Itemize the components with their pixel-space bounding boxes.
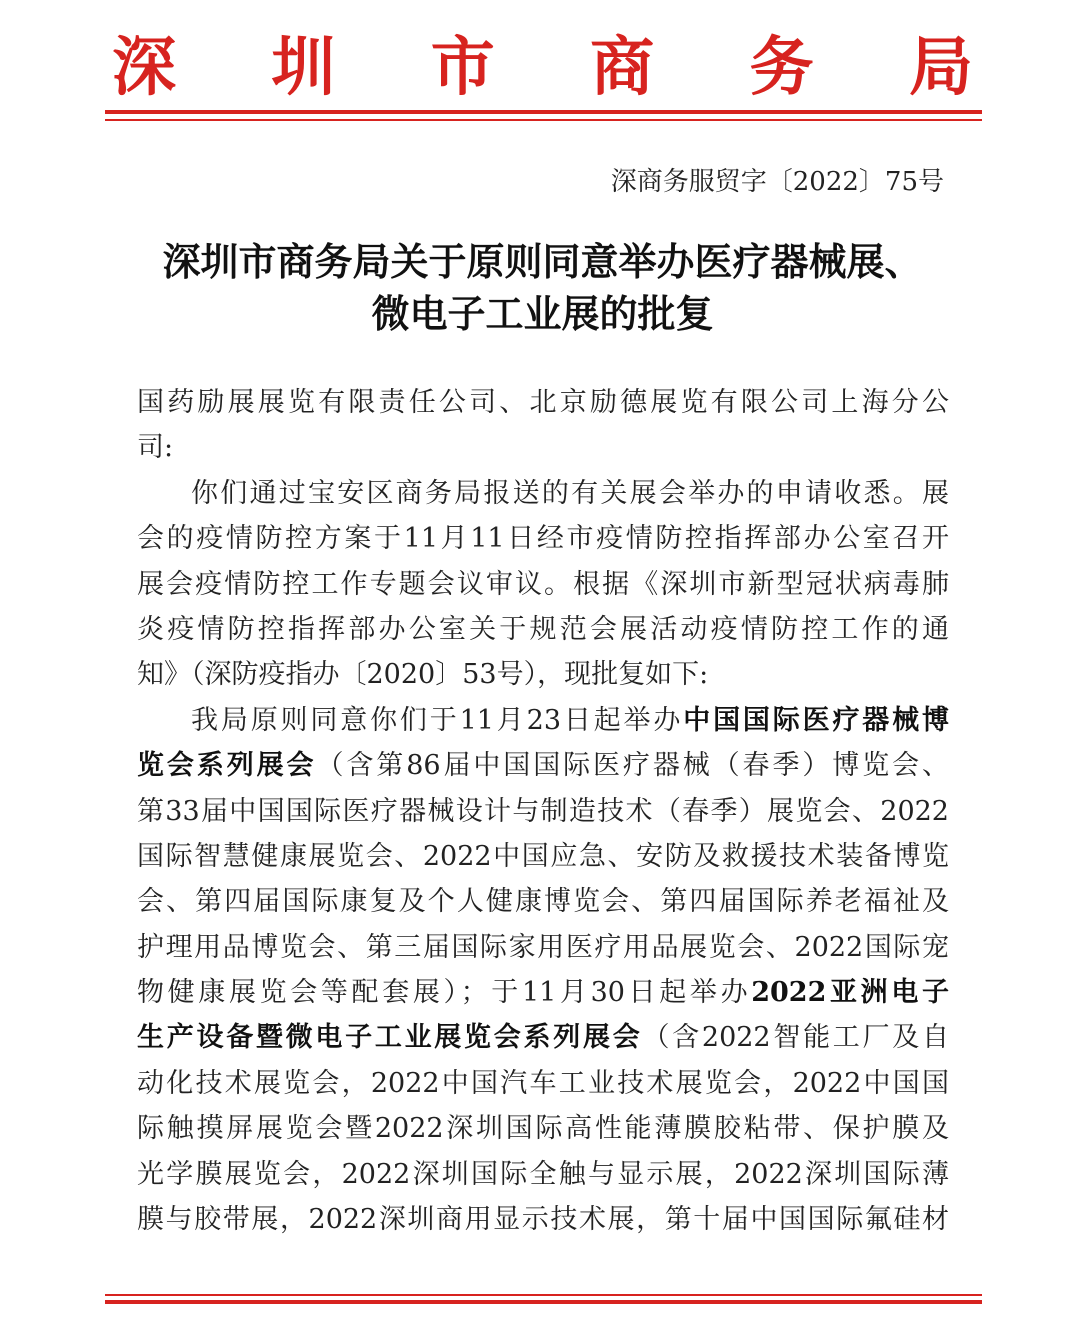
addressee-line: 国药励展展览有限责任公司、北京励德展览有限公司上海分公 (137, 387, 949, 418)
header-rule-thin (105, 119, 982, 121)
letterhead-char: 局 (908, 30, 973, 105)
letterhead-char: 商 (590, 30, 655, 105)
paragraph-text: 我局原则同意你们于11月23日起举办 (191, 704, 684, 736)
header-rule-thick (105, 110, 982, 114)
letterhead-char: 市 (430, 30, 495, 105)
paragraph-text: 物健康展览会等配套展）；于11月30日起举办 (137, 977, 752, 1009)
letterhead-org-name (105, 28, 980, 108)
exhibition-name-bold: 中国国际医疗器械博 (683, 704, 949, 736)
paragraph-line: 展会疫情防控工作专题会议审议。根据《深圳市新型冠状病毒肺 (137, 568, 949, 600)
document-title-line-1: 深圳市商务局关于原则同意举办医疗器械展、 (162, 239, 923, 284)
paragraph-text: （含第86届中国国际医疗器械（春季）博览会、 (316, 750, 949, 782)
letterhead-char: 圳 (271, 30, 336, 105)
paragraph-line: 际触摸屏展览会暨2022深圳国际高性能薄膜胶粘带、保护膜及 (137, 1113, 949, 1145)
paragraph-line: 知》（深防疫指办〔2020〕53号），现批复如下: (137, 659, 709, 691)
footer-rule-thick (105, 1300, 982, 1304)
paragraph-line (137, 970, 949, 1015)
paragraph-line: 会、第四届国际康复及个人健康博览会、第四届国际养老福祉及 (137, 886, 949, 918)
exhibition-name-bold: 2022亚洲电子 (751, 977, 949, 1009)
paragraph-line: 膜与胶带展，2022深圳商用显示技术展，第十届中国国际氟硅材 (137, 1204, 949, 1236)
exhibition-name-bold: 览会系列展会 (137, 750, 317, 782)
document-title-line-2: 微电子工业展的批复 (371, 291, 714, 336)
paragraph-line: 第33届中国国际医疗器械设计与制造技术（春季）展览会、2022 (137, 795, 949, 827)
paragraph-line: 国际智慧健康展览会、2022中国应急、安防及救援技术装备博览 (137, 840, 949, 872)
exhibition-name-bold: 生产设备暨微电子工业展览会系列展会 (137, 1022, 643, 1054)
paragraph-line: 护理用品博览会、第三届国际家用医疗用品展览会、2022国际宠 (137, 931, 949, 963)
paragraph-line: 会的疫情防控方案于11月11日经市疫情防控指挥部办公室召开 (137, 523, 949, 555)
paragraph-line: 光学膜展览会，2022深圳国际全触与显示展，2022深圳国际薄 (137, 1158, 949, 1190)
paragraph-line (137, 743, 949, 788)
document-body (137, 380, 949, 1242)
paragraph-line: 动化技术展览会，2022中国汽车工业技术展览会，2022中国国 (137, 1067, 949, 1099)
letterhead-char: 务 (749, 30, 814, 105)
paragraph-line: 你们通过宝安区商务局报送的有关展会举办的申请收悉。展 (191, 477, 949, 509)
letterhead-char: 深 (112, 30, 176, 105)
addressee-line: 司: (137, 432, 174, 464)
paragraph-text: （含2022智能工厂及自 (642, 1022, 949, 1054)
footer-rule-thin (105, 1294, 982, 1296)
paragraph-line: 炎疫情防控指挥部办公室关于规范会展活动疫情防控工作的通 (137, 613, 949, 645)
document-number: 深商务服贸字〔2022〕75号 (610, 167, 944, 197)
paragraph-line (137, 698, 949, 743)
paragraph-line (137, 1015, 949, 1060)
